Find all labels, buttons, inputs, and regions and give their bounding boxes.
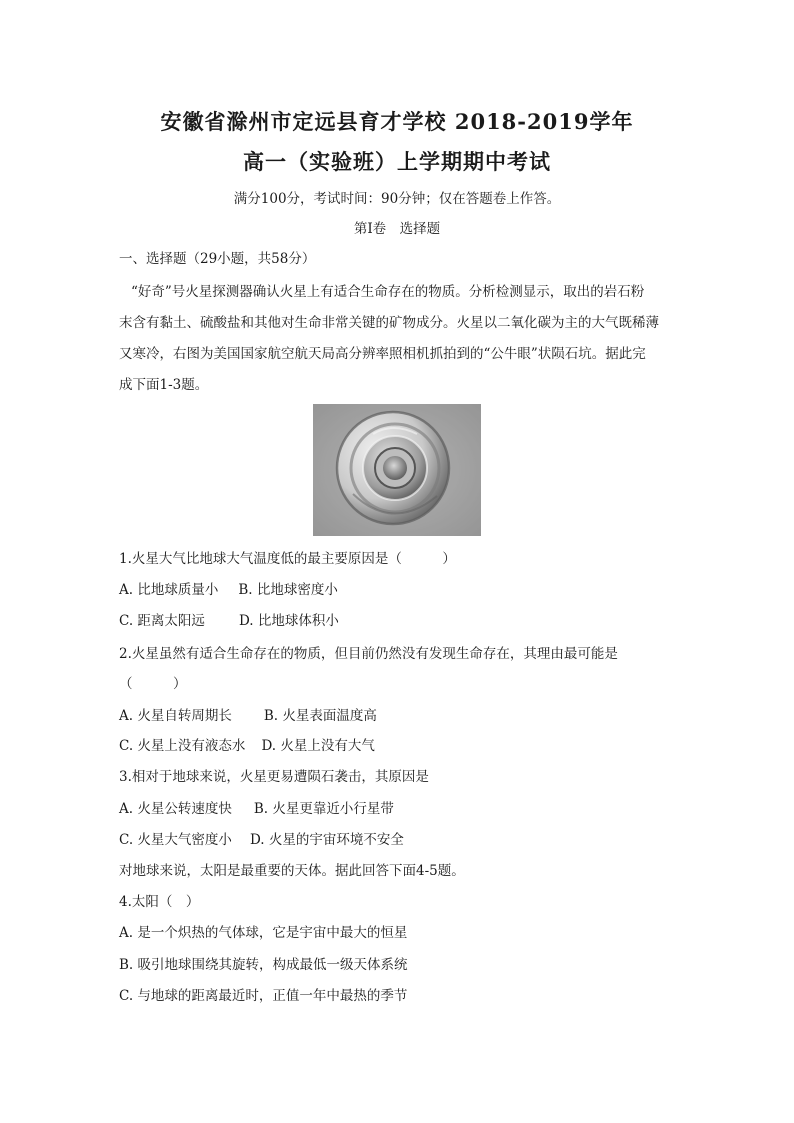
intro-paragraph-2: 对地球来说，太阳是最重要的天体。据此回答下面4-5题。 — [119, 863, 465, 879]
question-1-options-row2 — [119, 611, 679, 631]
section-heading: 一、选择题（29小题，共58分） — [119, 251, 316, 267]
exam-info: 满分100分，考试时间：90分钟；仅在答题卷上作答。 — [233, 191, 561, 207]
option-c: C. 距离太阳远 — [119, 613, 205, 629]
question-2-stem: 2.火星虽然有适合生命存在的物质，但目前仍然没有发现生命存在，其理由最可能是 — [119, 646, 618, 662]
question-1-options-row1 — [119, 580, 679, 600]
intro-paragraph-line: 又寒冷，右图为美国国家航空航天局高分辨率照相机抓拍到的“公牛眼”状陨石坑。据此完 — [119, 346, 646, 362]
exam-title-line1: 安徽省滁州市定远县育才学校 2018-2019学年 — [160, 109, 634, 134]
question-3-options-row2 — [119, 830, 679, 850]
question-2-options-row1 — [119, 706, 679, 726]
intro-paragraph-line: 成下面1-3题。 — [119, 377, 209, 393]
option-c: C. 与地球的距离最近时，正值一年中最热的季节 — [119, 988, 408, 1004]
crater-photo — [313, 404, 481, 536]
question-2-stem-cont: （ ） — [119, 676, 187, 692]
option-c: C. 火星大气密度小 — [119, 832, 232, 848]
exam-title-line2: 高一（实验班）上学期期中考试 — [243, 149, 551, 174]
option-d: D. 火星上没有大气 — [261, 738, 375, 754]
intro-paragraph-line: 末含有黏土、硫酸盐和其他对生命非常关键的矿物成分。火星以二氧化碳为主的大气既稀薄 — [119, 315, 659, 331]
option-d: D. 火星的宇宙环境不安全 — [249, 832, 404, 848]
option-d: D. 比地球体积小 — [238, 613, 339, 629]
question-3-stem: 3.相对于地球来说，火星更易遭陨石袭击，其原因是 — [119, 769, 429, 785]
option-b: B. 比地球密度小 — [238, 582, 338, 598]
option-a: A. 火星自转周期长 — [119, 708, 232, 724]
question-2-options-row2 — [119, 736, 679, 756]
option-a: A. 比地球质量小 — [119, 582, 219, 598]
option-a: A. 是一个炽热的气体球，它是宇宙中最大的恒星 — [119, 925, 408, 941]
question-4-stem: 4.太阳（ ） — [119, 894, 200, 910]
question-1-stem: 1.火星大气比地球大气温度低的最主要原因是（ ） — [119, 551, 456, 567]
volume-heading: 第Ⅰ卷 选择题 — [353, 221, 441, 237]
option-b: B. 吸引地球围绕其旋转，构成最低一级天体系统 — [119, 957, 408, 973]
option-a: A. 火星公转速度快 — [119, 801, 232, 817]
option-b: B. 火星更靠近小行星带 — [253, 801, 394, 817]
option-c: C. 火星上没有液态水 — [119, 738, 246, 754]
intro-paragraph-line: “好奇”号火星探测器确认火星上有适合生命存在的物质。分析检测显示，取出的岩石粉 — [131, 284, 645, 300]
question-3-options-row1 — [119, 799, 679, 819]
option-b: B. 火星表面温度高 — [263, 708, 377, 724]
